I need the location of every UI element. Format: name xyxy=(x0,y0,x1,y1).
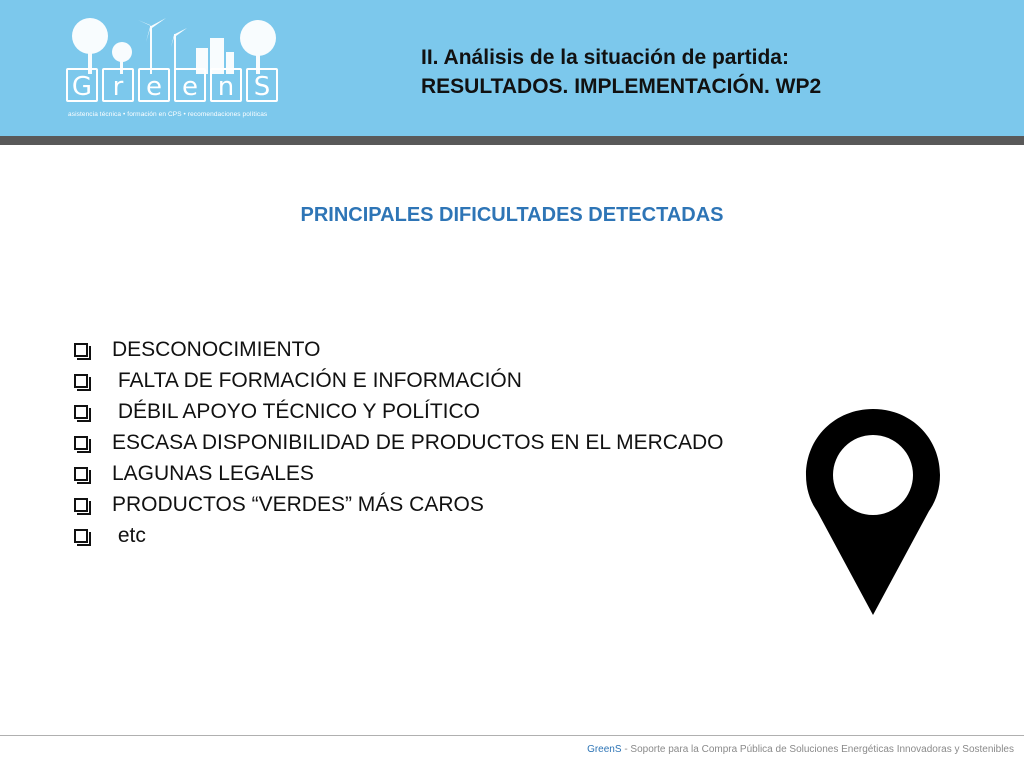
list-item-text: DÉBIL APOYO TÉCNICO Y POLÍTICO xyxy=(112,399,481,423)
footer-text xyxy=(587,744,1014,755)
map-pin-icon xyxy=(804,407,942,617)
list-item xyxy=(74,489,723,520)
section-heading: PRINCIPALES DIFICULTADES DETECTADAS xyxy=(300,204,724,226)
checkbox-bullet-icon xyxy=(74,436,88,450)
checkbox-bullet-icon xyxy=(74,405,88,419)
slide-title-line-2: RESULTADOS. IMPLEMENTACIÓN. WP2 xyxy=(421,75,822,98)
footer-brand: GreenS xyxy=(587,744,622,755)
slide-title-line-1: II. Análisis de la situación de partida: xyxy=(421,46,789,69)
checkbox-bullet-icon xyxy=(74,467,88,481)
difficulties-list xyxy=(74,334,723,551)
list-item xyxy=(74,334,723,365)
list-item-text: FALTA DE FORMACIÓN E INFORMACIÓN xyxy=(112,368,522,392)
footer-divider xyxy=(0,735,1024,736)
logo-letter: r xyxy=(102,68,134,102)
list-item-text: PRODUCTOS “VERDES” MÁS CAROS xyxy=(112,492,484,516)
list-item xyxy=(74,396,723,427)
checkbox-bullet-icon xyxy=(74,374,88,388)
list-item xyxy=(74,365,723,396)
list-item xyxy=(74,520,723,551)
logo-letter: S xyxy=(246,68,278,102)
list-item-text: LAGUNAS LEGALES xyxy=(112,461,314,485)
list-item-text: DESCONOCIMIENTO xyxy=(112,337,321,361)
logo-letter: e xyxy=(174,68,206,102)
header-banner xyxy=(0,0,1024,136)
logo-letter: e xyxy=(138,68,170,102)
header-divider-bar xyxy=(0,136,1024,145)
checkbox-bullet-icon xyxy=(74,498,88,512)
logo-wordmark xyxy=(66,68,278,106)
list-item-text: ESCASA DISPONIBILIDAD DE PRODUCTOS EN EL MERCADO xyxy=(112,430,724,454)
checkbox-bullet-icon xyxy=(74,343,88,357)
logo-letter: G xyxy=(66,68,98,102)
logo-tagline: asistencia técnica • formación en CPS • recomendaciones políticas xyxy=(68,111,268,118)
list-item-text: etc xyxy=(112,523,146,547)
footer-description: - Soporte para la Compra Pública de Soluciones Energéticas Innovadoras y Sostenibles xyxy=(621,744,1014,755)
logo-letter: n xyxy=(210,68,242,102)
slide-title xyxy=(421,43,981,101)
checkbox-bullet-icon xyxy=(74,529,88,543)
list-item xyxy=(74,427,723,458)
list-item xyxy=(74,458,723,489)
